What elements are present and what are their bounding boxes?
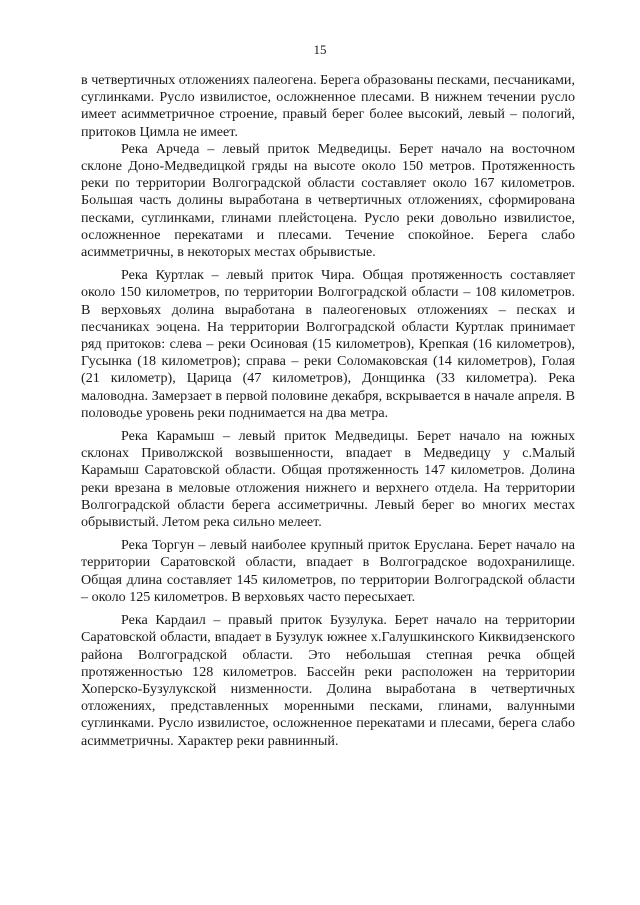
paragraph-archeda: Река Арчеда – левый приток Медведицы. Берет начало на восточном склоне Доно-Медведицкой гряды на высоте около 150 метров. Протяженность реки по территории Волгоградской области составляет около 167 километров. Большая часть долины выработана в четвертичных отложениях, сформирована песками, суглинками, глинами плейстоцена. Русло реки довольно извилистое, осложненное перекатами и плесами. Течение спокойное. Берега слабо асимметричны, в некоторых местах обрывистые. [81, 140, 575, 261]
paragraph-karamysh: Река Карамыш – левый приток Медведицы. Берет начало на южных склонах Приволжской возвышенности, впадает в Медведицу у с.Малый Карамыш Саратовской области. Общая протяженность 147 километров. Долина реки врезана в меловые отложения нижнего и верхнего отдела. На территории Волгоградской области берега ассиметричны. Левый берег во многих местах обрывистый. Летом река сильно мелеет. [81, 428, 575, 531]
page-number: 15 [313, 42, 327, 57]
paragraph-tsimla-continued: в четвертичных отложениях палеогена. Берега образованы песками, песчаниками, суглинками. Русло извилистое, осложненное плесами. В нижнем течении русло имеет асимметричное строение, правый берег более высокий, левый – пологий, притоков Цимла не имеет. [81, 72, 575, 140]
paragraph-kardail: Река Кардаил – правый приток Бузулука. Берет начало на территории Саратовской области, впадает в Бузулук южнее х.Галушкинского Киквидзенского района Волгоградской области. Это небольшая степная речка общей протяженностью 128 километров. Бассейн реки расположен на территории Хоперско-Бузулукской низменности. Долина выработана в четвертичных отложениях, представленных моренными песками, глинами, валунными суглинками. Русло извилистое, осложненное перекатами и плесами, берега слабо асимметричны. Характер реки равнинный. [81, 612, 575, 749]
document-body [81, 72, 575, 750]
paragraph-kurtlak: Река Куртлак – левый приток Чира. Общая протяженность составляет около 150 километров, по территории Волгоградской области – 108 километров. В верховьях долина выработана в палеогеновых отложениях – песках и песчаниках эоцена. На территории Волгоградской области Куртлак принимает ряд притоков: слева – реки Осиновая (15 километров), Крепкая (16 километров), Гусынка (18 километров); справа – реки Соломаковская (14 километров), Голая (21 километр), Царица (47 километров), Донщинка (33 километра). Река маловодна. Замерзает в первой половине декабря, вскрывается в начале апреля. В половодье уровень реки поднимается на два метра. [81, 267, 575, 421]
paragraph-torgun: Река Торгун – левый наиболее крупный приток Еруслана. Берет начало на территории Саратовской области, впадает в Волгоградское водохранилище. Общая длина составляет 145 километров, по территории Волгоградской области – около 125 километров. В верховьях часто пересыхает. [81, 537, 575, 605]
